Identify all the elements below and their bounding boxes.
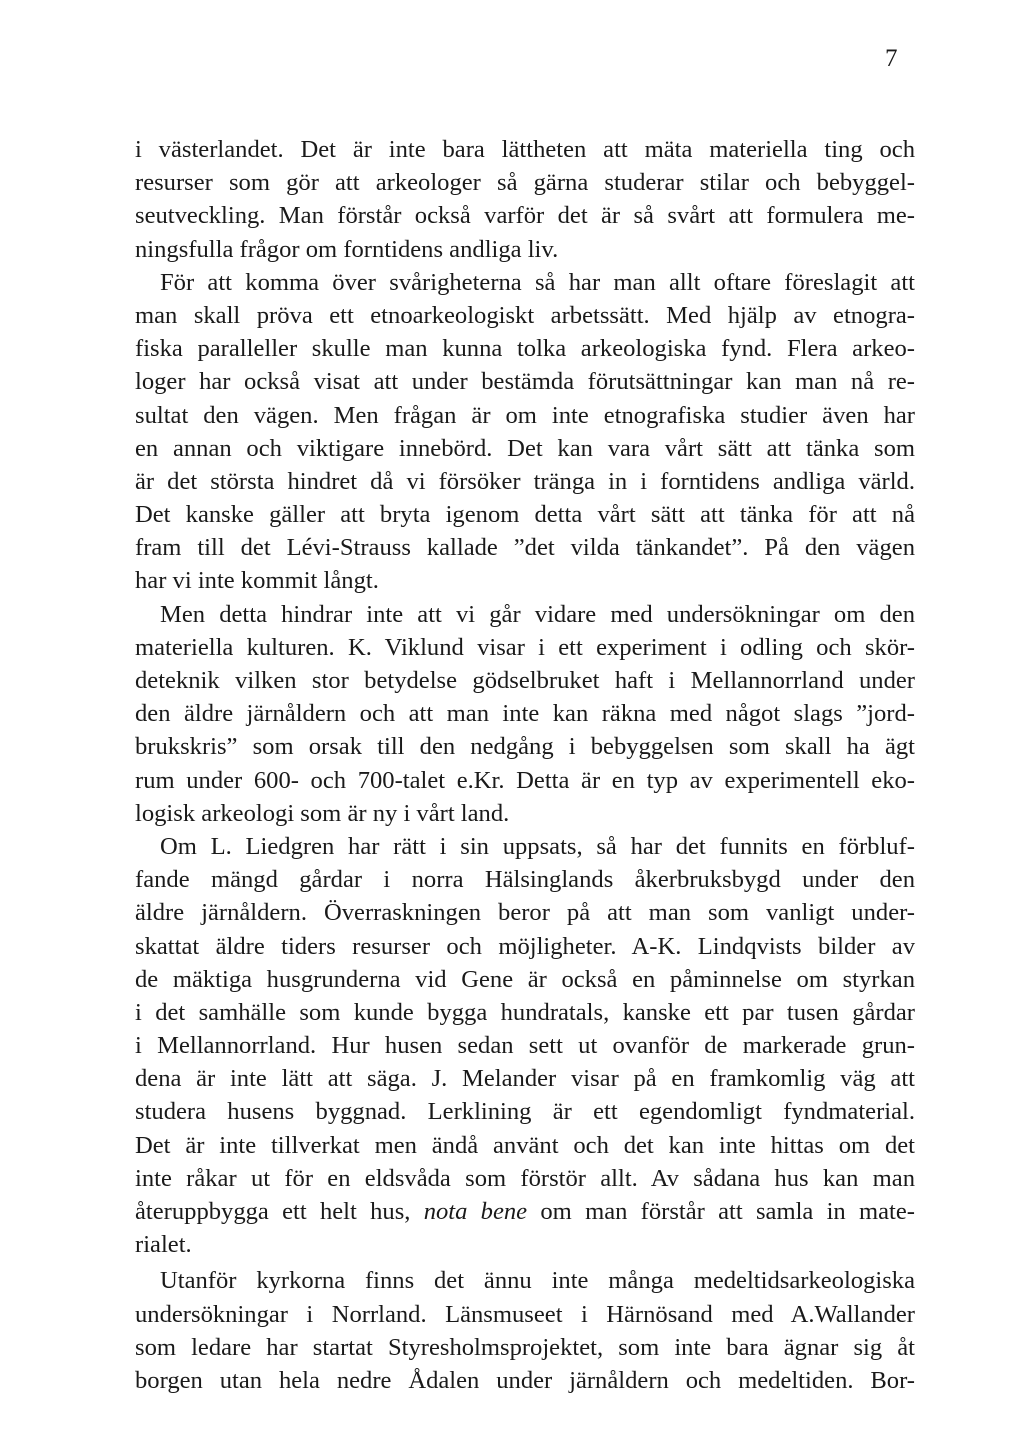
paragraph — [135, 266, 915, 598]
text-line: i Mellannorrland. Hur husen sedan sett ut ovanför de markerade grun- — [135, 1032, 915, 1060]
text-line: Om L. Liedgren har rätt i sin uppsats, så har det funnits en förbluf- — [160, 832, 915, 860]
text-line: resurser som gör att arkeologer så gärna studerar stilar och bebyggel- — [135, 169, 915, 197]
text-line: rum under 600- och 700-talet e.Kr. Detta är en typ av experimentell eko- — [135, 766, 915, 794]
paragraph — [135, 133, 915, 266]
text-line: sultat den vägen. Men frågan är om inte etnografiska studier även har — [135, 401, 915, 429]
text-line: studera husens byggnad. Lerklining är ett egendomligt fyndmaterial. — [135, 1098, 915, 1126]
text-line: dena är inte lätt att säga. J. Melander visar på en framkomlig väg att — [135, 1065, 915, 1093]
text-segment: återuppbygga ett helt hus, — [135, 1198, 411, 1225]
text-line: en annan och viktigare innebörd. Det kan vara vårt sätt att tänka som — [135, 434, 915, 462]
text-line: undersökningar i Norrland. Länsmuseet i Härnösand med A.Wallander — [135, 1300, 915, 1328]
text-line: är det största hindret då vi försöker tränga in i forntidens andliga värld. — [135, 467, 915, 495]
text-line: man skall pröva ett etnoarkeologiskt arbetssätt. Med hjälp av etnogra- — [135, 301, 915, 329]
text-line: fiska paralleller skulle man kunna tolka arkeologiska fynd. Flera arkeo- — [135, 335, 915, 363]
text-line: För att komma över svårigheterna så har man allt oftare föreslagit att — [160, 268, 915, 296]
text-line: borgen utan hela nedre Ådalen under järnåldern och medeltiden. Bor- — [135, 1366, 915, 1394]
text-line: deteknik vilken stor betydelse gödselbruket haft i Mellannorrland under — [135, 667, 915, 694]
text-segment: om man förstår att samla in mate- — [540, 1198, 915, 1225]
text-line: i västerlandet. Det är inte bara lättheten att mäta materiella ting och — [135, 136, 915, 163]
text-line: äldre järnåldern. Överraskningen beror på att man som vanligt under- — [135, 899, 915, 927]
text-line: rialet. — [135, 1231, 192, 1259]
text-line-mixed — [135, 1195, 915, 1228]
text-line: skattat äldre tiders resurser och möjligheter. A-K. Lindqvists bilder av — [135, 932, 915, 960]
italic-phrase: nota bene — [423, 1198, 528, 1225]
page-number: 7 — [885, 45, 898, 72]
text-line: seutveckling. Man förstår också varför det är så svårt att formulera me- — [135, 202, 915, 230]
text-line: logisk arkeologi som är ny i vårt land. — [135, 799, 510, 827]
text-line: brukskris” som orsak till den nedgång i bebyggelsen som skall ha ägt — [135, 733, 915, 761]
text-line: inte råkar ut för en eldsvåda som förstör allt. Av sådana hus kan man — [135, 1164, 915, 1192]
text-line: ningsfulla frågor om forntidens andliga liv. — [135, 235, 559, 263]
text-line: som ledare har startat Styresholmsprojektet, som inte bara ägnar sig åt — [135, 1333, 915, 1361]
body-text — [135, 133, 915, 1397]
text-line: fande mängd gårdar i norra Hälsinglands åkerbruksbygd under den — [135, 866, 915, 894]
text-line: Utanför kyrkorna finns det ännu inte många medeltidsarkeologiska — [160, 1267, 915, 1295]
text-line: Det är inte tillverkat men ändå använt och det kan inte hittas om det — [135, 1131, 915, 1159]
paragraph — [135, 1264, 915, 1397]
text-line: Men detta hindrar inte att vi går vidare med undersökningar om den — [160, 600, 915, 628]
text-line: den äldre järnåldern och att man inte kan räkna med något slags ”jord- — [135, 700, 915, 728]
text-line: loger har också visat att under bestämda förutsättningar kan man nå re- — [135, 368, 915, 396]
paragraph — [135, 830, 915, 1261]
text-line: de mäktiga husgrunderna vid Gene är också en påminnelse om styrkan — [135, 965, 915, 993]
text-line: Det kanske gäller att bryta igenom detta vårt sätt att tänka för att nå — [135, 501, 915, 529]
text-line: i det samhälle som kunde bygga hundratals, kanske ett par tusen gårdar — [135, 998, 915, 1026]
text-line: har vi inte kommit långt. — [135, 567, 379, 595]
text-line: materiella kulturen. K. Viklund visar i ett experiment i odling och skör- — [135, 633, 915, 661]
text-line: fram till det Lévi-Strauss kallade ”det vilda tänkandet”. På den vägen — [135, 534, 915, 562]
paragraph — [135, 598, 915, 830]
